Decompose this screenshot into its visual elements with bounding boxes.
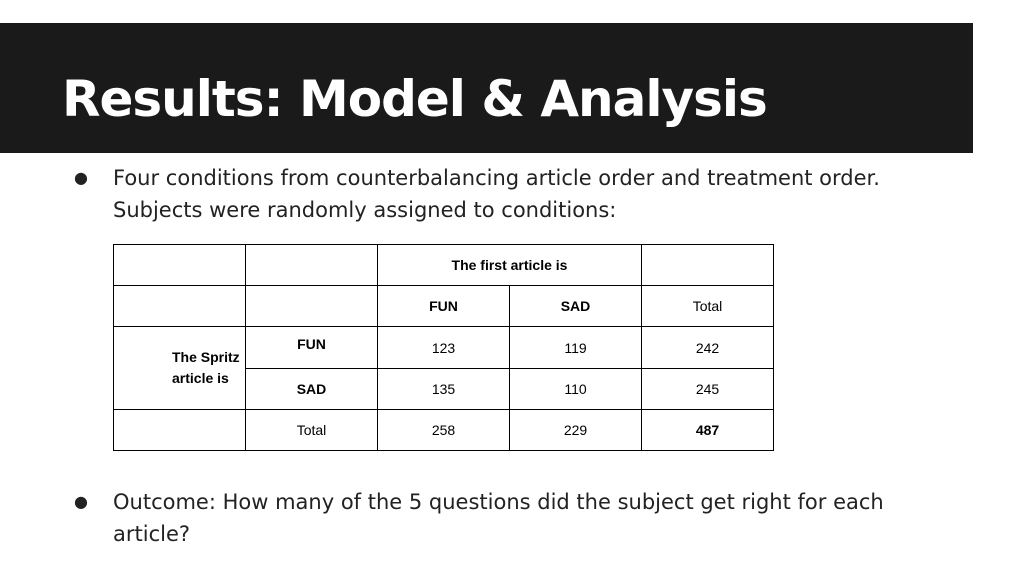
col-header-fun: FUN [378, 286, 510, 327]
col-group-label: The first article is [378, 245, 642, 286]
table-cell: 123 [378, 327, 510, 369]
table-cell: 135 [378, 369, 510, 410]
table-cell: 110 [510, 369, 642, 410]
grand-total-cell: 487 [642, 410, 774, 451]
table-row [114, 327, 774, 369]
row-group-label: The Spritz article is [114, 327, 246, 410]
bullet-text: Four conditions from counterbalancing article order and treatment order. Subjects were randomly assigned to conditions: [113, 166, 880, 222]
table-row [114, 286, 774, 327]
table-cell: 245 [642, 369, 774, 410]
table-cell-empty [114, 286, 246, 327]
slide-title: Results: Model & Analysis [62, 70, 767, 128]
col-header-total: Total [642, 286, 774, 327]
bullet-dot-icon: ● [74, 492, 88, 511]
col-header-sad: SAD [510, 286, 642, 327]
row-header-sad: SAD [246, 369, 378, 410]
row-header-total: Total [246, 410, 378, 451]
table-cell-empty [246, 245, 378, 286]
table-cell-empty [642, 245, 774, 286]
table-row [114, 245, 774, 286]
bullet-dot-icon: ● [74, 168, 88, 187]
table-cell: 229 [510, 410, 642, 451]
table-cell: 258 [378, 410, 510, 451]
table-cell-empty [114, 245, 246, 286]
conditions-table [113, 244, 774, 451]
table-row [114, 410, 774, 451]
bullet-text: Outcome: How many of the 5 questions did the subject get right for each article? [113, 490, 884, 546]
table-cell: 119 [510, 327, 642, 369]
row-header-fun: FUN [246, 327, 378, 369]
table-cell: 242 [642, 327, 774, 369]
table-cell-empty [114, 410, 246, 451]
table-cell-empty [246, 286, 378, 327]
